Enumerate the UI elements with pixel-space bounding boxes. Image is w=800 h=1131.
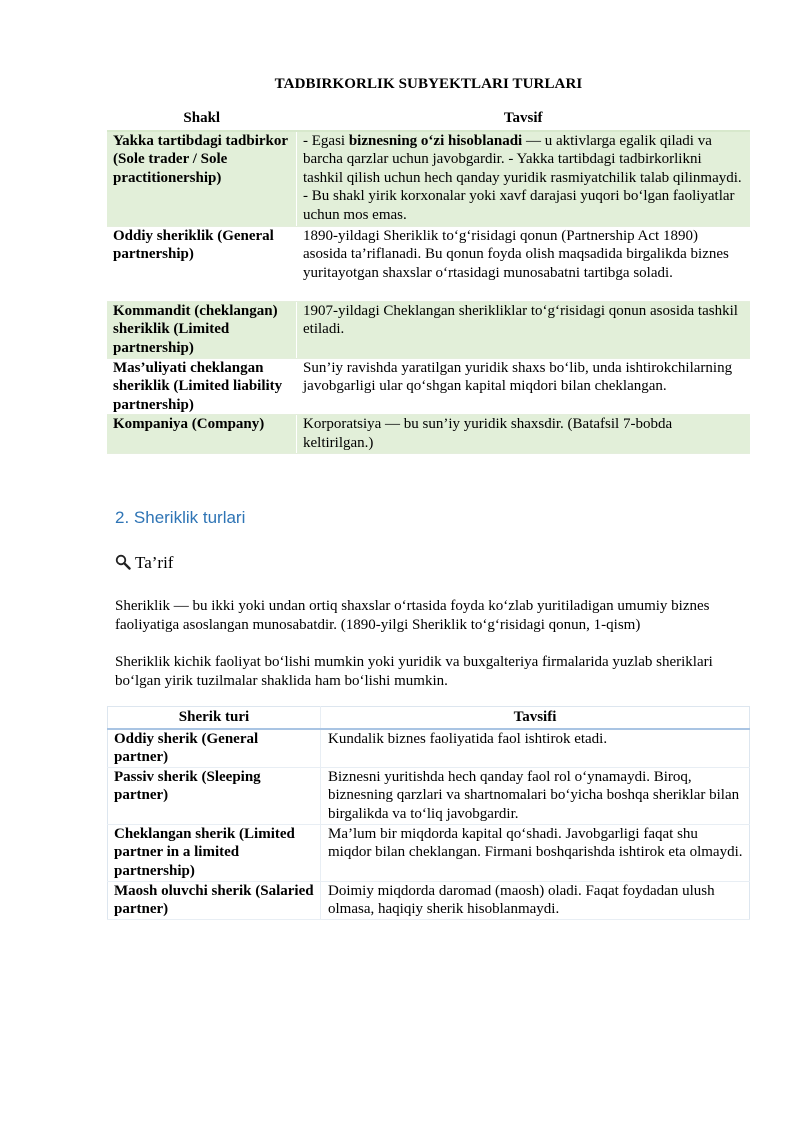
table-row xyxy=(108,824,750,881)
table-row xyxy=(107,131,750,227)
table-row xyxy=(107,226,750,301)
table-header-row xyxy=(107,108,750,131)
partner-type-cell: Maosh oluvchi sherik (Salaried partner) xyxy=(108,881,321,919)
description-cell: Biznesni yuritishda hech qanday faol rol o‘ynamaydi. Biroq, biznesning qarzlari va shartnomalari bo‘yicha boshqa sheriklar bilan birgalikda va to‘liq javobgardir. xyxy=(321,767,750,824)
table-row xyxy=(108,729,750,768)
section-heading: 2. Sheriklik turlari xyxy=(115,508,246,527)
partner-type-cell: Oddiy sherik (General partner) xyxy=(108,729,321,768)
document-title: TADBIRKORLIK SUBYEKTLARI TURLARI xyxy=(274,76,583,92)
column-header-description: Tavsifi xyxy=(321,707,750,729)
body-paragraph: Sheriklik kichik faoliyat bo‘lishi mumkin yoki yuridik va buxgalteriya firmalarida yuzlab sheriklari bo‘lgan yirik tuzilmalar shaklida ham bo‘lishi mumkin. xyxy=(115,654,713,689)
description-text: — u aktivlarga egalik qiladi va barcha qarzlar uchun javobgardir. - Yakka tartibdagi tadbirkorlikni tashkil qilish uchun hech qanday yuridik rasmiyatchilik talab qilinmaydi. - Bu shakl yirik korxonalar yoki xavf darajasi yuqori bo‘lgan faoliyatlar uchun mos emas. xyxy=(303,132,742,223)
form-cell: Kompaniya (Company) xyxy=(107,415,297,453)
magnifier-icon xyxy=(115,554,131,575)
description-cell: 1890-yildagi Sheriklik to‘g‘risidagi qonun (Partnership Act 1890) asosida ta’riflanadi. Bu qonun foyda olish maqsadida birgalikda biznes yuritayotgan shaxslar o‘rtasidagi munosabatni tartibga soladi. xyxy=(297,226,751,301)
subheading-text: Ta’rif xyxy=(135,553,174,572)
form-cell: Kommandit (cheklangan) sheriklik (Limited partnership) xyxy=(107,301,297,358)
table-header-row xyxy=(108,707,750,729)
form-cell: Oddiy sheriklik (General partnership) xyxy=(107,226,297,301)
form-cell: Yakka tartibdagi tadbirkor (Sole trader / Sole practitionership) xyxy=(107,131,297,227)
column-header-description: Tavsif xyxy=(297,108,751,131)
definition-paragraph: Sheriklik — bu ikki yoki undan ortiq shaxslar o‘rtasida foyda ko‘zlab yuritiladigan umumiy biznes faoliyatiga asoslangan munosabatdir. (1890-yilgi Sheriklik to‘g‘risidagi qonun, 1-qism) xyxy=(115,598,710,633)
partner-type-cell: Passiv sherik (Sleeping partner) xyxy=(108,767,321,824)
column-header-form: Shakl xyxy=(107,108,297,131)
table-row xyxy=(107,415,750,453)
table-row xyxy=(108,767,750,824)
description-cell: Doimiy miqdorda daromad (maosh) oladi. Faqat foydadan ulush olmasa, haqiqiy sherik hisoblanmaydi. xyxy=(321,881,750,919)
subheading xyxy=(115,553,173,575)
description-cell xyxy=(297,131,751,227)
description-cell: Kundalik biznes faoliyatida faol ishtirok etadi. xyxy=(321,729,750,768)
description-cell: Korporatsiya — bu sun’iy yuridik shaxsdir. (Batafsil 7-bobda keltirilgan.) xyxy=(297,415,751,453)
description-cell: Ma’lum bir miqdorda kapital qo‘shadi. Javobgarligi faqat shu miqdor bilan cheklangan. Firmani boshqarishda ishtirok eta olmaydi. xyxy=(321,824,750,881)
table-row xyxy=(107,301,750,358)
partner-type-cell: Cheklangan sherik (Limited partner in a limited partnership) xyxy=(108,824,321,881)
description-text: - Egasi xyxy=(303,132,349,149)
description-cell: Sun’iy ravishda yaratilgan yuridik shaxs bo‘lib, unda ishtirokchilarning javobgarligi ular qo‘shgan kapital miqdori bilan cheklangan. xyxy=(297,358,751,415)
description-emphasis: biznesning o‘zi hisoblanadi xyxy=(348,132,523,149)
description-cell: 1907-yildagi Cheklangan sherikliklar to‘g‘risidagi qonun asosida tashkil etiladi. xyxy=(297,301,751,358)
partner-types-table xyxy=(107,706,750,920)
form-cell: Mas’uliyati cheklangan sheriklik (Limited liability partnership) xyxy=(107,358,297,415)
column-header-partner-type: Sherik turi xyxy=(108,707,321,729)
table-row xyxy=(107,358,750,415)
business-forms-table xyxy=(107,108,750,454)
table-row xyxy=(108,881,750,919)
